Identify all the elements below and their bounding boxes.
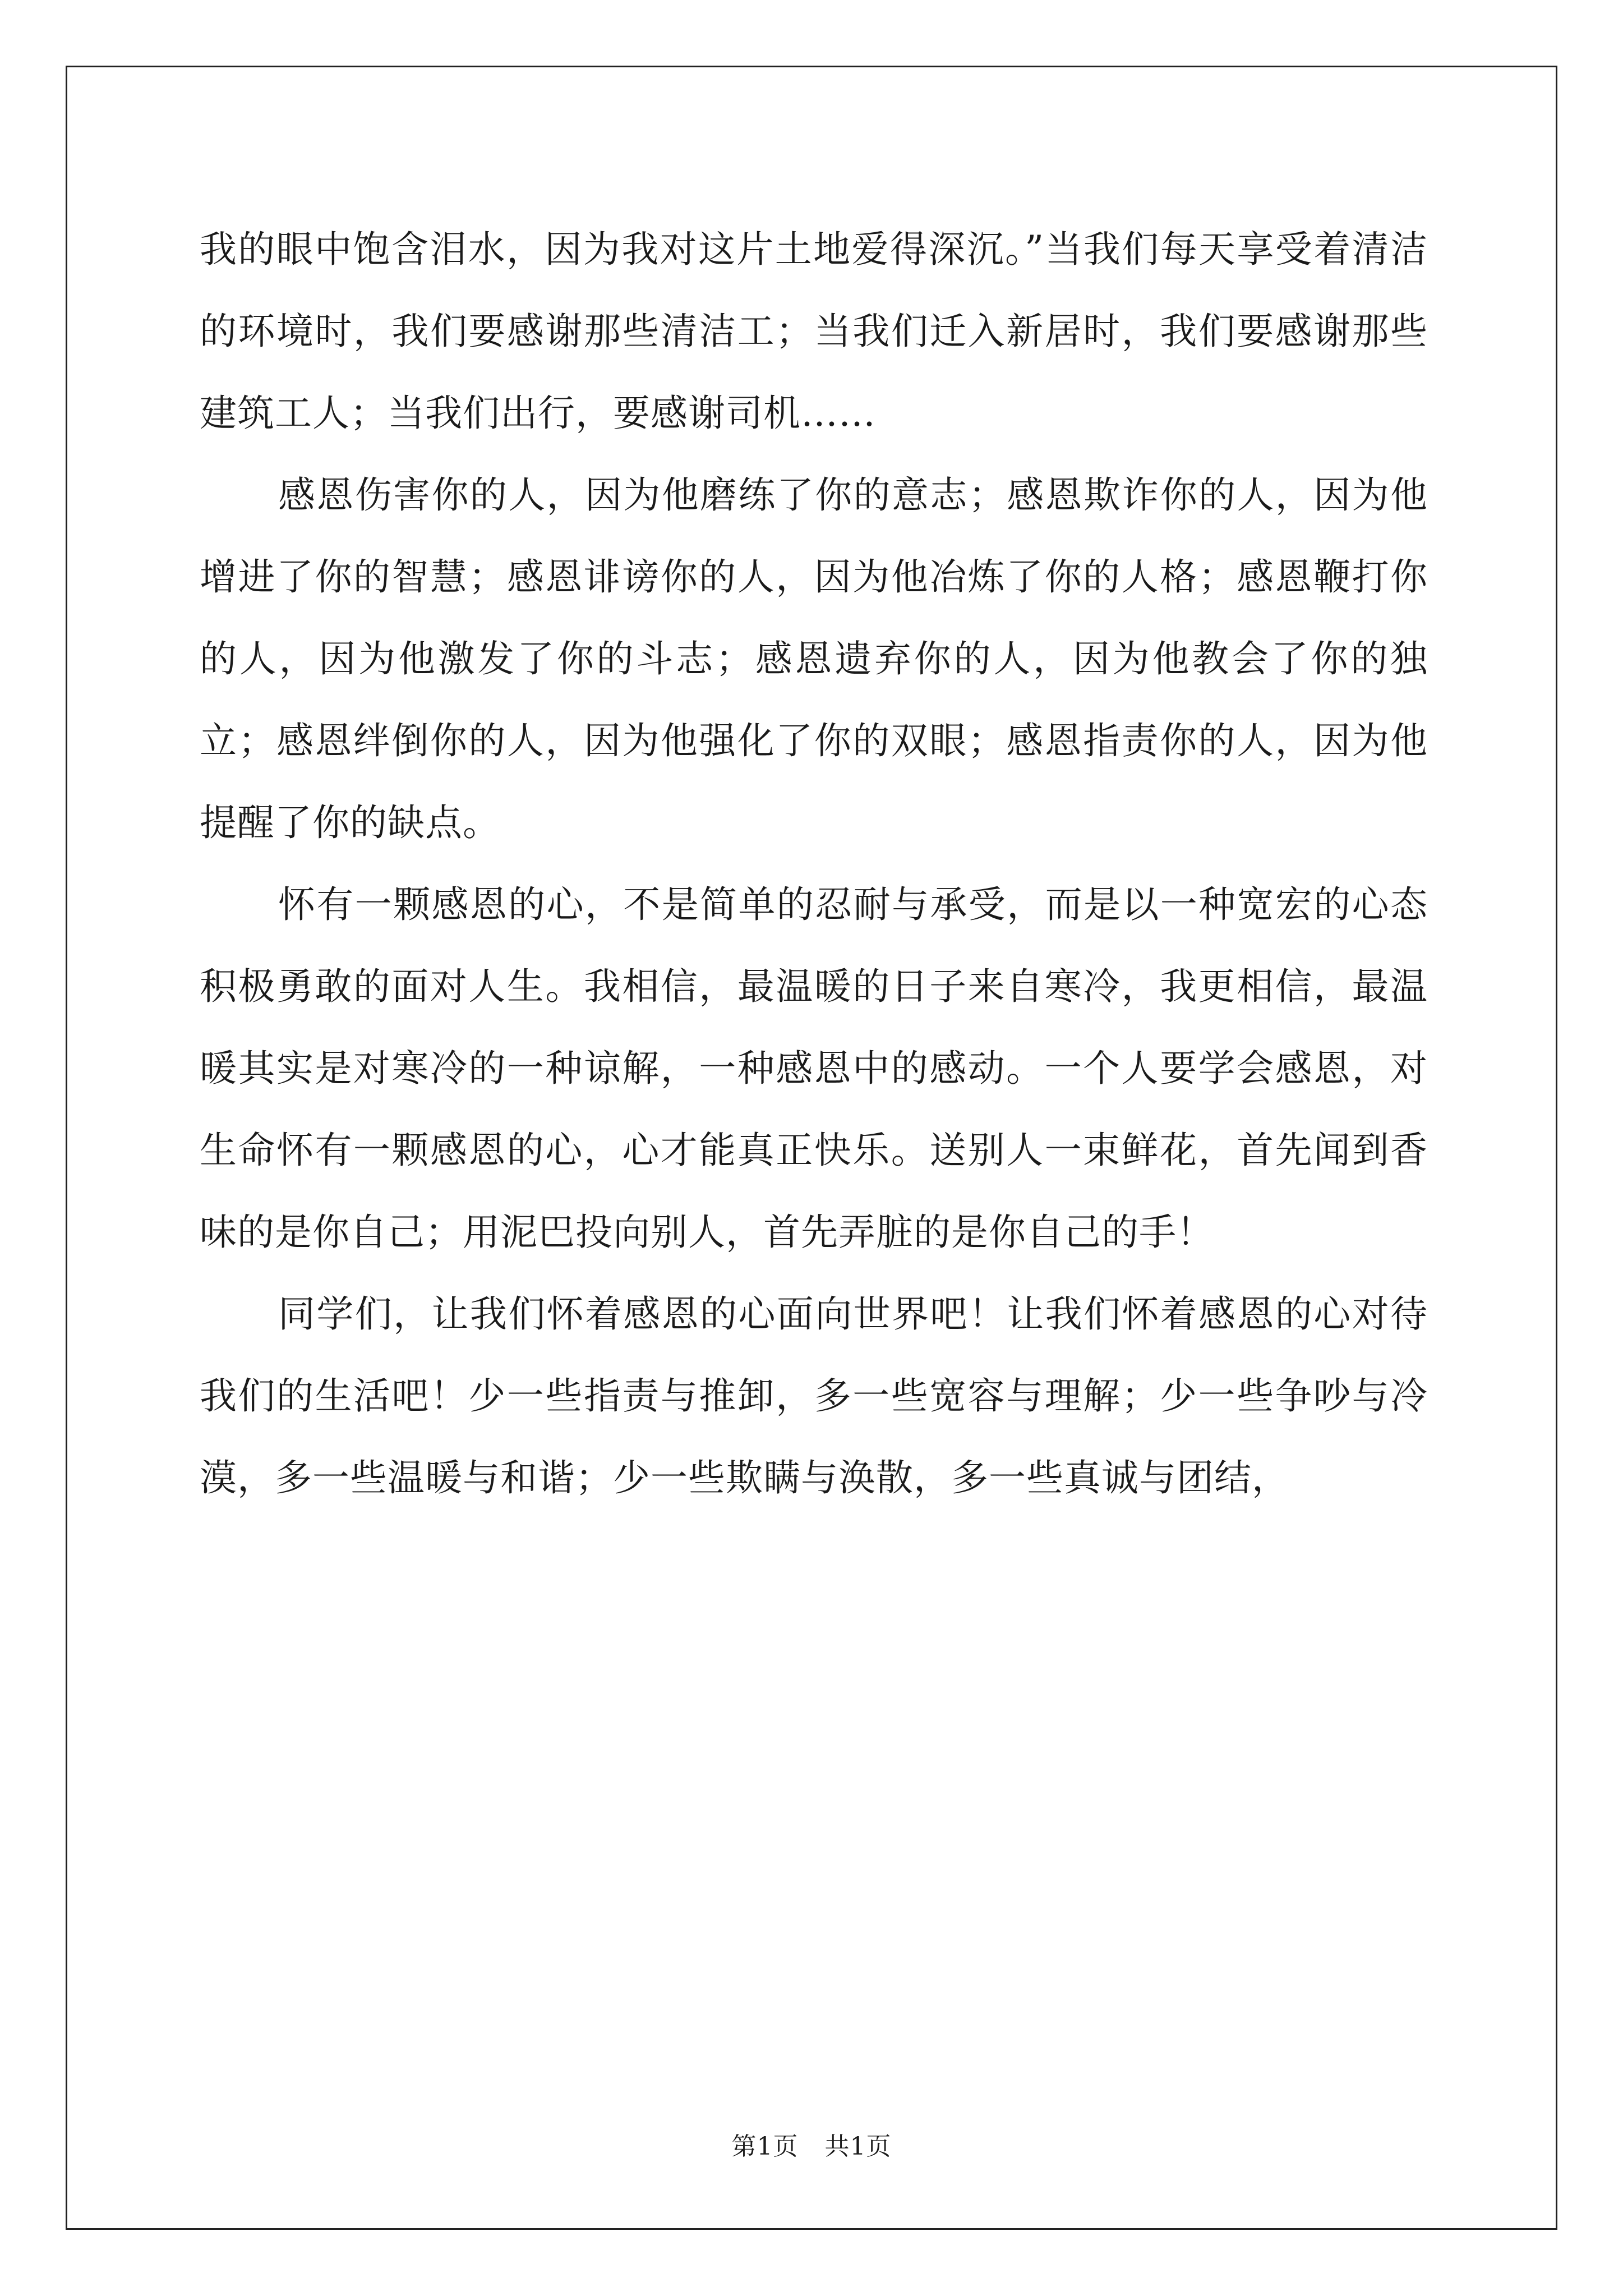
- paragraph-3: 怀有一颗感恩的心，不是简单的忍耐与承受，而是以一种宽宏的心态积极勇敢的面对人生。我相信，最温暖的日子来自寒冷，我更相信，最温暖其实是对寒冷的一种谅解，一种感恩中的感动。一个人要学会感恩，对生命怀有一颗感恩的心，心才能真正快乐。送别人一束鲜花，首先闻到香味的是你自己；用泥巴投向别人，首先弄脏的是你自己的手！: [200, 883, 1428, 1254]
- paragraph-1: 我的眼中饱含泪水，因为我对这片土地爱得深沉。”当我们每天享受着清洁的环境时，我们要感谢那些清洁工；当我们迁入新居时，我们要感谢那些建筑工人；当我们出行，要感谢司机……: [200, 228, 1428, 435]
- document-body: [200, 209, 1428, 1519]
- page-number-current: 第1页: [731, 2132, 799, 2161]
- paragraph-2: 感恩伤害你的人，因为他磨练了你的意志；感恩欺诈你的人，因为他增进了你的智慧；感恩诽谤你的人，因为他冶炼了你的人格；感恩鞭打你的人，因为他激发了你的斗志；感恩遗弃你的人，因为他教会了你的独立；感恩绊倒你的人，因为他强化了你的双眼；感恩指责你的人，因为他提醒了你的缺点。: [200, 473, 1428, 844]
- page-footer: [0, 2126, 1623, 2162]
- page-number-total: 共1页: [824, 2132, 892, 2161]
- paragraph-4: 同学们，让我们怀着感恩的心面向世界吧！让我们怀着感恩的心对待我们的生活吧！少一些指责与推卸，多一些宽容与理解；少一些争吵与冷漠，多一些温暖与和谐；少一些欺瞒与涣散，多一些真诚与团结，: [200, 1292, 1428, 1499]
